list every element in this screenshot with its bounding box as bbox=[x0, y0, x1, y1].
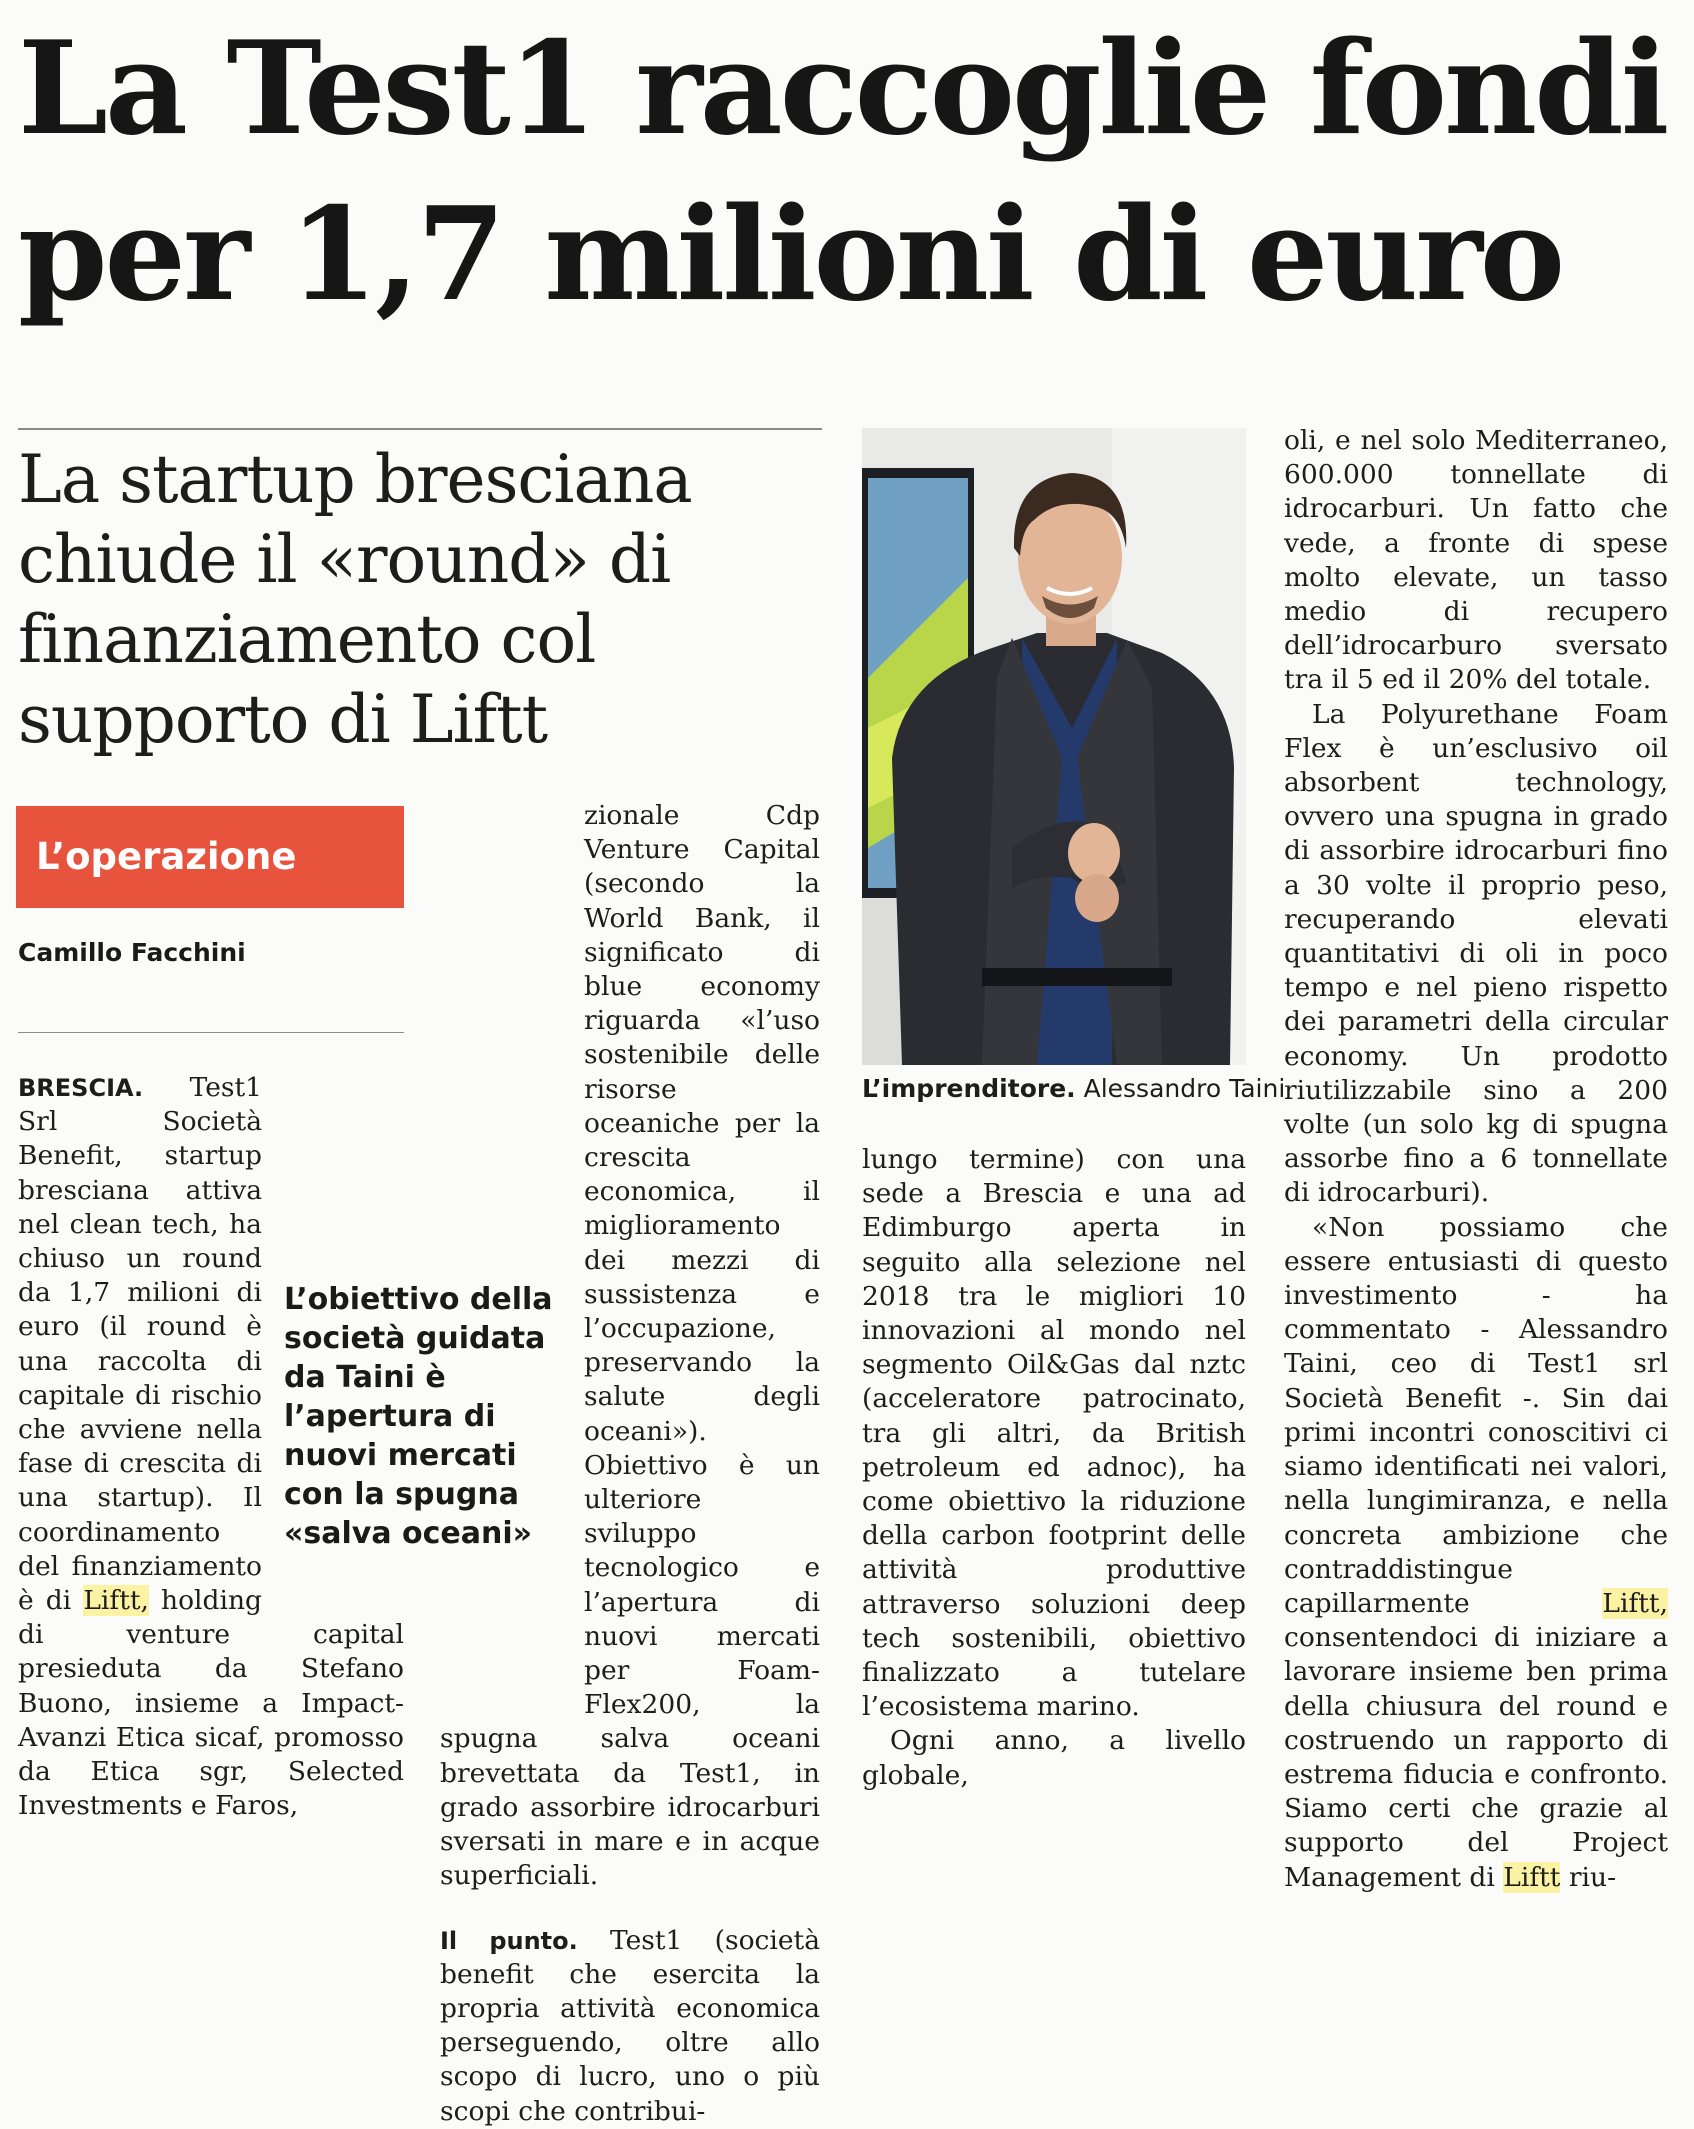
liftt-highlight: Liftt, bbox=[1602, 1587, 1668, 1619]
column-2-paragraph-2: Test1 (società benefit che esercita la propria attività economica perseguendo, oltre allo scopo di lucro, uno o più scopi che contribui- bbox=[440, 1924, 820, 2127]
deck: La startup bresciana chiude il «round» di finanziamento col supporto di Liftt bbox=[18, 441, 692, 758]
caption-text: Alessandro Taini bbox=[1075, 1074, 1286, 1103]
liftt-highlight: Liftt, bbox=[83, 1585, 149, 1617]
caption-label: L’imprenditore. bbox=[862, 1074, 1076, 1103]
photo-entrepreneur bbox=[862, 428, 1246, 1065]
article-column-3 bbox=[862, 1143, 1246, 1793]
column-4-paragraph-3-end: riu- bbox=[1560, 1861, 1617, 1893]
section-badge: L’operazione bbox=[16, 806, 404, 908]
portrait-illustration bbox=[862, 428, 1246, 1065]
column-3-paragraph-1: lungo termine) con una sede a Brescia e una ad Edimburgo aperta in seguito alla selezione nel 2018 tra le migliori 10 innovazioni al mondo nel segmento Oil&Gas dal nztc (acceleratore patrocinato, tra gli altri, da British petroleum ed adnoc), ha come obiettivo la riduzione della carbon footprint delle attività produttive attraverso soluzioni deep tech sostenibili, obiettivo finalizzato a tutelare l’ecosistema marino. bbox=[862, 1144, 1246, 1723]
liftt-highlight: Liftt bbox=[1503, 1861, 1561, 1893]
deck-top-rule bbox=[18, 428, 822, 430]
lead-label: Il punto. bbox=[440, 1926, 578, 1955]
column-4-paragraph-3-cont: consentendoci di iniziare a lavorare insieme ben prima della chiusura del round e costruendo un rapporto di estrema fiducia e confronto. Siamo certi che grazie al supporto del Project Management di bbox=[1284, 1622, 1668, 1893]
dateline: BRESCIA. bbox=[18, 1074, 144, 1102]
column-3-paragraph-2: Ogni anno, a livello globale, bbox=[862, 1725, 1246, 1791]
pull-quote: L’obiettivo della società guidata da Taini è l’apertura di nuovi mercati con la spugna «salva oceani» bbox=[284, 1282, 553, 1551]
byline-rule bbox=[18, 1032, 404, 1033]
column-4-paragraph-1: oli, e nel solo Mediterraneo, 600.000 tonnellate di idrocarburi. Un fatto che vede, a fronte di spese molto elevate, un tasso medio di recupero dell’idrocarburo sversato tra il 5 ed il 20% del totale. bbox=[1284, 425, 1668, 696]
article-column-4 bbox=[1284, 424, 1668, 1895]
column-4-paragraph-3: «Non possiamo che essere entusiasti di questo investimento - ha commentato - Alessandro Taini, ceo di Test1 srl Società Benefit -. Sin dai primi incontri conoscitivi ci siamo identificati nei valori, nella lungimiranza, e nella concreta ambizione che contraddistingue capillarmente bbox=[1284, 1211, 1668, 1619]
headline: La Test1 raccoglie fondi per 1,7 milioni di euro bbox=[18, 14, 1667, 330]
column-4-paragraph-2: La Polyurethane Foam Flex è un’esclusivo oil absorbent technology, ovvero una spugna in grado di assorbire idrocarburi fino a 30 volte il proprio peso, recuperando elevati quantitativi di oli in poco tempo e nel pieno rispetto dei parametri della circular economy. Un prodotto riutilizzabile sino a 200 volte (un solo kg di spugna assorbe fino a 6 tonnellate di idrocarburi). bbox=[1284, 698, 1668, 1209]
column-1-text: Test1 Srl Società Benefit, startup bresciana attiva nel clean tech, ha chiuso un round da 1,7 milioni di euro (il round è una raccolta di capitale di rischio che avviene nella fase di crescita di una startup). Il coordinamento del finanziamento è di bbox=[18, 1072, 262, 1617]
column-2-paragraph-1: zionale Cdp Venture Capital (secondo la World Bank, il significato di blue economy riguarda «l’uso sostenibile delle risorse oceaniche per la crescita economica, il miglioramento dei mezzi di sussistenza e l’occupazione, preservando la salute degli oceani»). Obiettivo è un ulteriore sviluppo tecnologico e l’apertura di nuovi mercati per Foam-Flex200, la spugna salva oceani brevettata da Test1, in grado assorbire idrocarburi sversati in mare e in acque superficiali. bbox=[440, 800, 820, 1892]
photo-caption bbox=[862, 1074, 1286, 1103]
byline: Camillo Facchini bbox=[18, 938, 246, 967]
column-1-text-end: holding di venture capital presieduta da Stefano Buono, insieme a Impact-Avanzi Etica sicaf, promosso da Etica sgr, Selected Investments e Faros, bbox=[18, 1585, 404, 1822]
